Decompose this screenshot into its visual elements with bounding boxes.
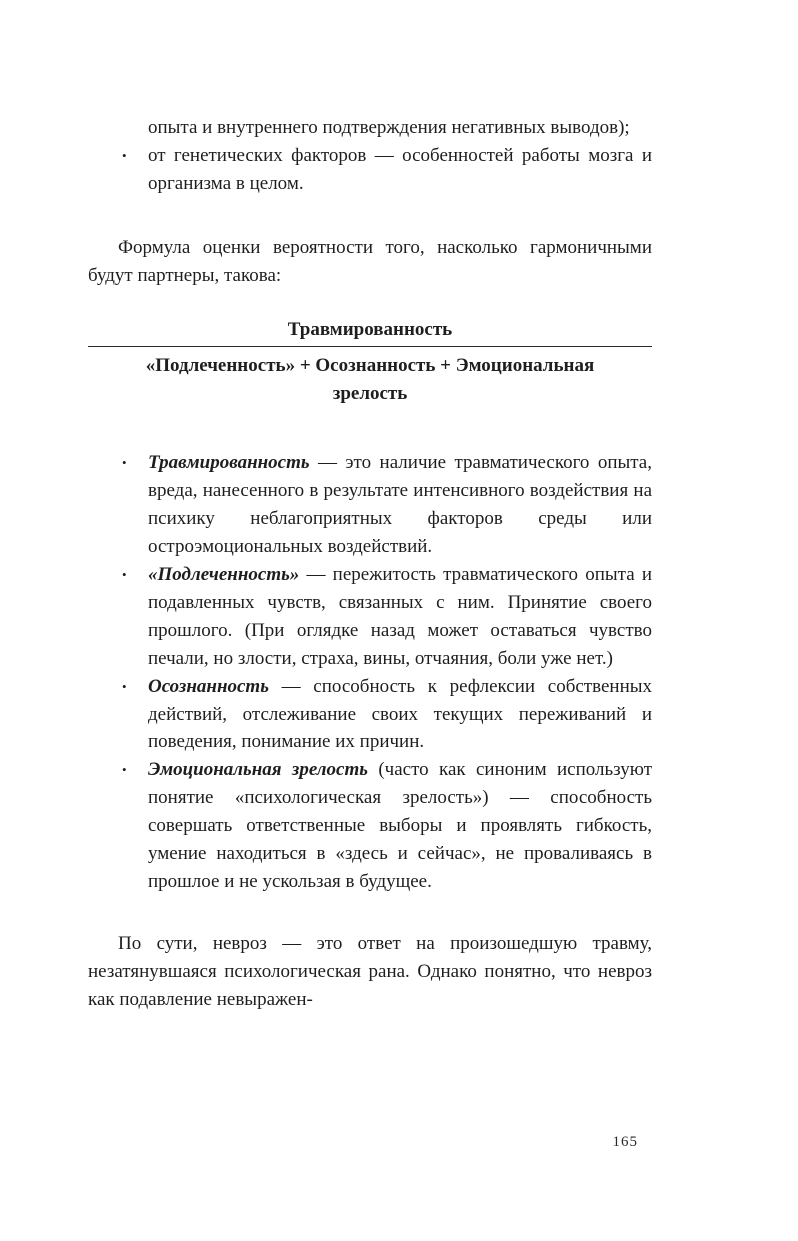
list-item-text: от генетических факторов — особенностей работы мозга и организма в целом. <box>148 144 652 194</box>
formula-block <box>88 316 652 408</box>
list-item-awareness <box>88 673 652 757</box>
list-item-emotional-maturity <box>88 756 652 896</box>
list-item-text <box>148 449 652 561</box>
list-item-text <box>148 561 652 673</box>
definition-term: Травмированность <box>148 452 310 474</box>
list-item-continuation <box>88 114 652 142</box>
definition-body: — пережитость травматического опыта и подавленных чувств, связанных с ним. Принятие своего прошлого. (При оглядке назад может оставаться чувство печали, но злости, страха, вины, отчаяния, боли уже нет.) <box>148 563 652 669</box>
list-item-text: опыта и внутреннего подтверждения негативных выводов); <box>148 117 630 138</box>
definition-body: — способность к рефлексии собственных действий, отслеживание своих текущих переживаний и поведения, понимание их причин. <box>148 675 652 753</box>
definitions-bullet-list <box>88 449 652 896</box>
bullet-icon: • <box>122 762 127 778</box>
definition-body: (часто как синоним используют понятие «психологическая зрелость») — способность совершать ответственные выборы и проявлять гибкость, умение находиться в «здесь и сейчас», не проваливаясь в прошлое и не ускользая в будущее. <box>148 759 652 893</box>
definition-term: Эмоциональная зрелость <box>148 759 368 781</box>
fraction-line <box>88 346 652 347</box>
formula-denominator: «Подлеченность» + Осознанность + Эмоциональная зрелость <box>145 355 595 404</box>
bullet-icon: • <box>122 678 127 694</box>
page-number: 165 <box>612 1134 638 1150</box>
bullet-icon: • <box>122 455 127 471</box>
list-item-text <box>148 673 652 757</box>
definition-term: Осознанность <box>148 675 269 697</box>
list-item <box>88 142 652 198</box>
formula-numerator: Травмированность <box>287 318 453 340</box>
bullet-icon: • <box>122 566 127 582</box>
closing-paragraph: По сути, невроз — это ответ на произошедшую травму, незатянувшаяся психологическая рана. Однако понятно, что невроз как подавление невыражен- <box>88 933 652 1010</box>
formula-intro-paragraph: Формула оценки вероятности того, насколько гармоничными будут партнеры, такова: <box>88 236 652 286</box>
top-bullet-list <box>88 114 652 198</box>
list-item-traumatization <box>88 449 652 561</box>
list-item-healedness <box>88 561 652 673</box>
definition-term: «Подлеченность» <box>148 563 300 585</box>
definition-body: — это наличие травматического опыта, вреда, нанесенного в результате интенсивного воздействия на психику неблагоприятных факторов среды или остроэмоциональных воздействий. <box>148 452 652 558</box>
bullet-icon: • <box>122 147 127 163</box>
list-item-text <box>148 756 652 896</box>
